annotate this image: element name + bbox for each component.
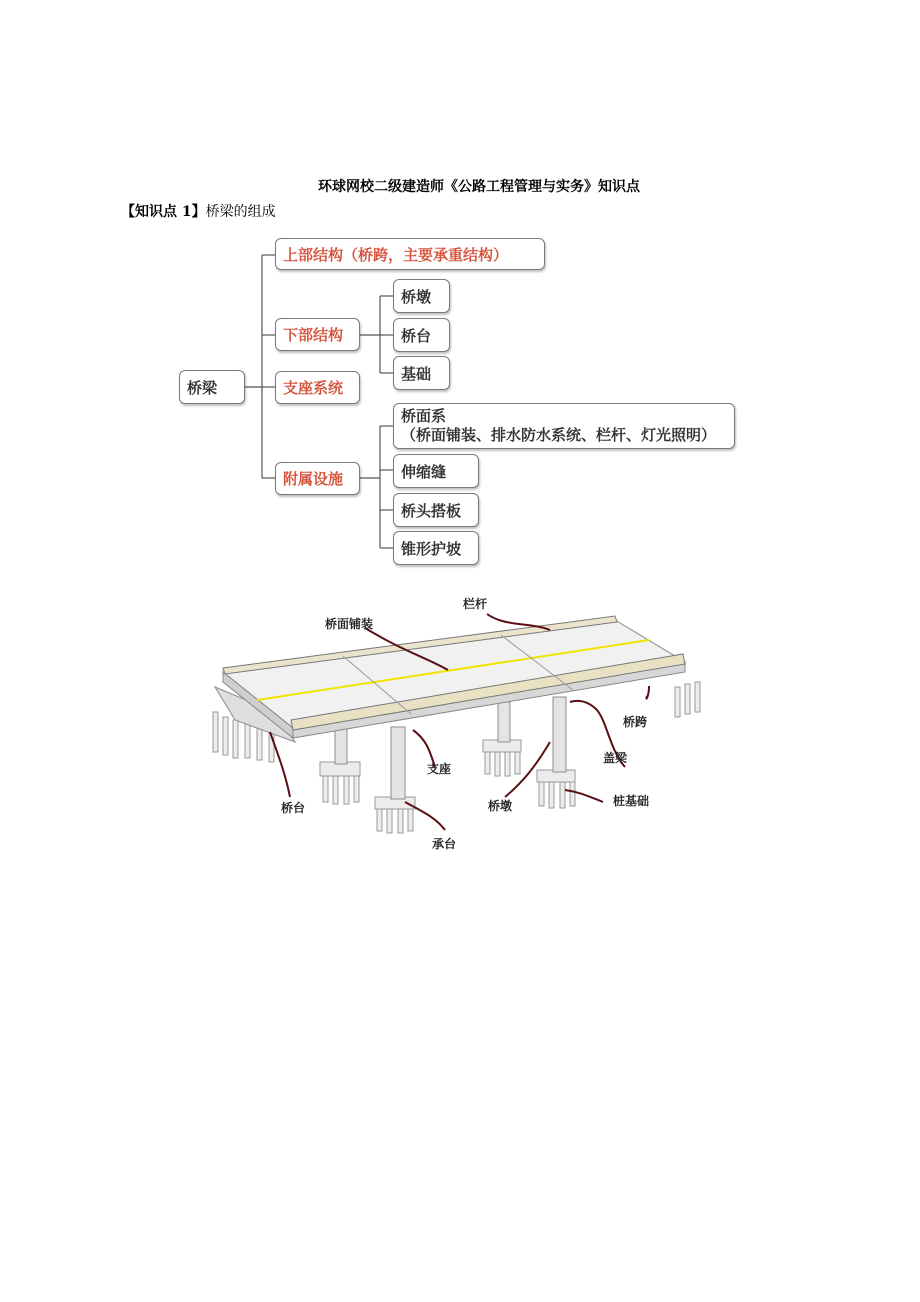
branch-superstructure: 上部结构（桥跨，主要承重结构）: [275, 238, 545, 270]
branch-substructure: 下部结构: [275, 318, 360, 351]
bridge-illustration: [205, 592, 715, 854]
section-text: 桥梁的组成: [205, 204, 276, 220]
label-span: 桥跨: [623, 715, 648, 729]
child-pier: 桥墩: [393, 279, 450, 313]
branch-ancillary-facilities: 附属设施: [275, 462, 360, 495]
far-piers: [675, 682, 700, 717]
deck-system-label: 桥面系: [401, 407, 447, 425]
label-pile-cap: 承台: [432, 837, 457, 851]
child-approach-slab: 桥头搭板: [393, 493, 479, 527]
label-cap-beam: 盖梁: [603, 751, 628, 765]
section-tag: 【知识点 1】: [121, 204, 206, 220]
bridge-deck: [223, 616, 685, 738]
label-railing: 栏杆: [463, 597, 488, 611]
pile-cap-front: [375, 797, 415, 833]
label-bearing: 支座: [427, 762, 452, 776]
child-cone-slope: 锥形护坡: [393, 531, 479, 565]
pile-cap-mid: [320, 762, 360, 804]
deck-system-note: （桥面铺装、排水防水系统、栏杆、灯光照明）: [401, 426, 717, 444]
label-abutment: 桥台: [281, 801, 306, 815]
label-pile-foundation: 桩基础: [613, 794, 650, 808]
child-foundation: 基础: [393, 356, 450, 390]
branch-bearing-system: 支座系统: [275, 371, 360, 404]
child-expansion-joint: 伸缩缝: [393, 454, 479, 488]
tree-root-bridge: 桥梁: [179, 370, 245, 404]
label-pier: 桥墩: [488, 799, 513, 813]
document-title: 环球网校二级建造师《公路工程管理与实务》知识点: [318, 179, 640, 195]
child-deck-system: [393, 403, 735, 449]
child-abutment: 桥台: [393, 318, 450, 352]
label-deck-pavement: 桥面铺装: [325, 617, 374, 631]
